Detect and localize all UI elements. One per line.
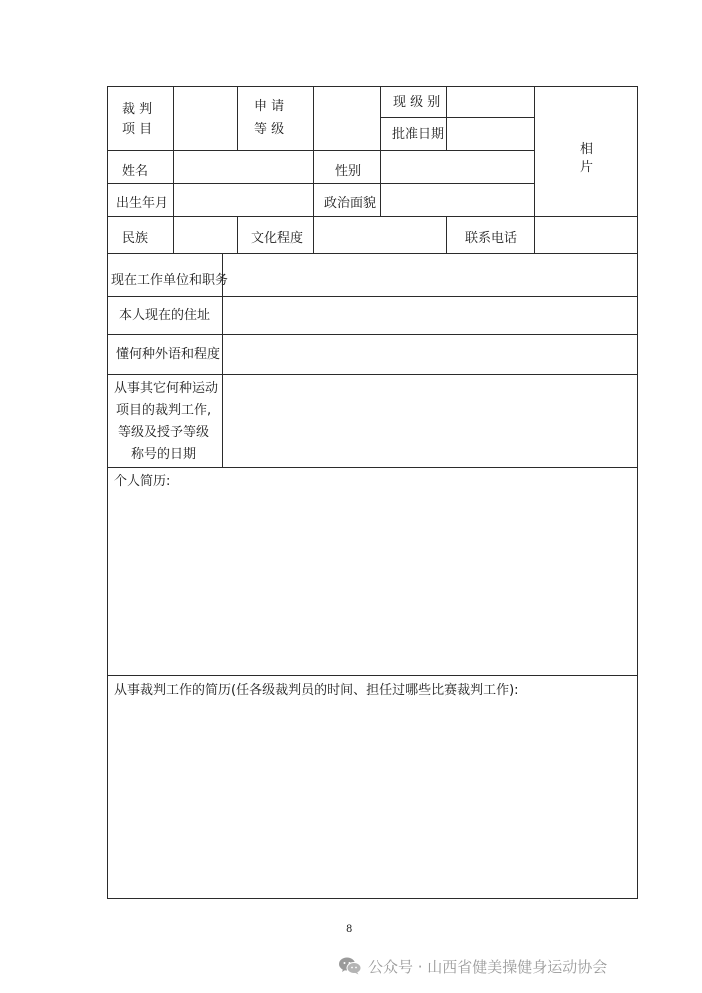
other-sport-field[interactable]: [223, 375, 637, 467]
current-grade-field[interactable]: [447, 87, 534, 117]
gender-field[interactable]: [381, 151, 534, 183]
referee-history-label: 从事裁判工作的简历(任各级裁判员的时间、担任过哪些比赛裁判工作):: [114, 683, 519, 698]
phone-field[interactable]: [535, 217, 637, 253]
col-line: [237, 86, 238, 150]
education-label: 文化程度: [251, 231, 304, 246]
political-label: 政治面貌: [324, 196, 377, 211]
row-line: [107, 467, 638, 468]
name-label: 姓名: [122, 164, 149, 179]
address-field[interactable]: [223, 297, 637, 334]
address-label: 本人现在的住址: [119, 308, 211, 323]
wechat-icon: [338, 956, 362, 976]
ethnicity-field[interactable]: [174, 217, 237, 253]
apply-grade-label-line1: 申 请: [254, 99, 285, 114]
name-field[interactable]: [174, 151, 313, 183]
photo-label-line2: 片: [580, 160, 594, 175]
approval-date-field[interactable]: [447, 118, 534, 150]
photo-label-line1: 相: [580, 142, 594, 157]
photo-box[interactable]: [535, 87, 637, 216]
page-number: 8: [346, 924, 353, 935]
political-field[interactable]: [381, 184, 534, 216]
referee-sport-label-line2: 项 目: [122, 122, 153, 137]
birth-field[interactable]: [174, 184, 313, 216]
languages-label: 懂何种外语和程度: [116, 347, 221, 362]
col-line: [237, 216, 238, 254]
current-grade-label: 现 级 别: [393, 95, 441, 110]
referee-sport-label-line1: 裁 判: [122, 102, 153, 117]
education-field[interactable]: [314, 217, 446, 253]
table-border-bottom: [107, 898, 638, 899]
gender-label: 性别: [335, 164, 362, 179]
row-line: [107, 675, 638, 676]
resume-label: 个人简历:: [114, 474, 171, 489]
phone-label: 联系电话: [465, 231, 518, 246]
birth-label: 出生年月: [116, 196, 169, 211]
table-border-right: [637, 86, 638, 899]
other-sport-label-line4: 称号的日期: [131, 447, 197, 462]
resume-field[interactable]: [108, 492, 637, 675]
other-sport-label-line3: 等级及授予等级: [118, 425, 210, 440]
approval-date-label: 批准日期: [392, 127, 445, 142]
watermark: [338, 953, 607, 979]
languages-field[interactable]: [223, 335, 637, 374]
other-sport-label-line2: 项目的裁判工作,: [116, 403, 212, 418]
work-unit-field[interactable]: [223, 254, 637, 296]
apply-grade-field[interactable]: [314, 87, 380, 150]
ethnicity-label: 民族: [122, 231, 149, 246]
referee-sport-field[interactable]: [174, 87, 237, 150]
work-unit-label: 现在工作单位和职务: [111, 273, 229, 288]
other-sport-label-line1: 从事其它何种运动: [114, 381, 219, 396]
watermark-text: 公众号 · 山西省健美操健身运动协会: [368, 957, 608, 976]
referee-history-field[interactable]: [108, 702, 637, 898]
apply-grade-label-line2: 等 级: [254, 122, 285, 137]
col-line: [446, 216, 447, 254]
